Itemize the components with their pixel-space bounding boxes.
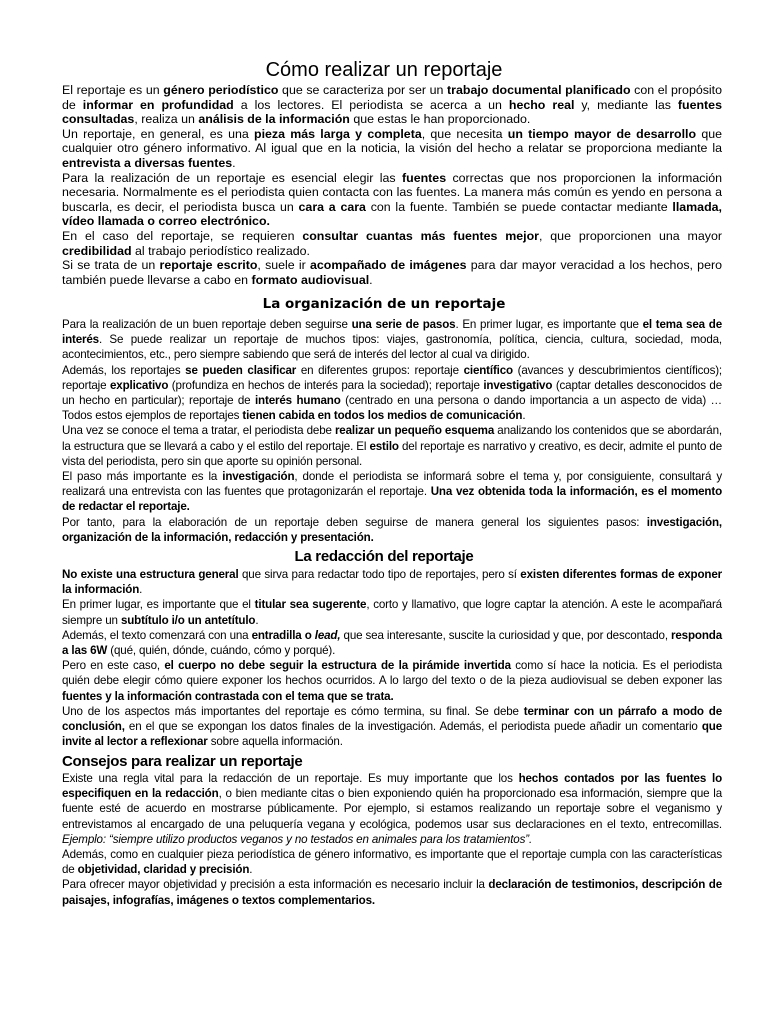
text-run: . [232,155,236,170]
text-run: fuentes consultadas [62,97,722,127]
text-run: el tema sea de interés [62,318,722,347]
text-run: una serie de pasos [351,318,456,331]
text-run: , o bien mediante citas o bien exponiendo quién ha proporcionado esa información, siempre que la fuente esté de acuerdo en mostrarse públicamente. Por ejemplo, si estamos realizando un reportaje sobre el veganismo y entrevistamos al encargado de una peluquería vegana y ecológica, podemos usar sus declaraciones en el texto, entrecomillas. [62,787,722,831]
paragraph [62,704,722,750]
text-run: . Se puede realizar un reportaje de muchos tipos: viajes, gastronomía, política, ciencia, cultura, sociedad, moda, acontecimientos, etc., pero siempre sabiendo que será de interés del lector al cual va dirigido. [62,333,722,362]
text-run: Una vez se conoce el tema a tratar, el periodista debe [62,424,335,438]
text-run: que sirva para redactar todo tipo de reportajes, pero sí [238,568,521,581]
text-run: se pueden clasificar [185,363,297,377]
text-run: Un reportaje, en general, es una [62,126,255,141]
text-run: y, mediante las [574,97,678,112]
text-run: (captar detalles desconocidos de un hecho en particular); reportaje de [62,378,722,408]
text-run: el cuerpo no debe seguir la estructura de la pirámide invertida [164,659,511,673]
text-run: investigación, organización de la información, redacción y presentación. [62,515,722,544]
text-run: con la fuente. También se puede contactar mediante [365,199,673,214]
text-run: informar en profundidad [82,97,234,112]
text-run: a los lectores. El periodista se acerca a un [233,97,509,112]
paragraph [62,317,722,363]
text-run: Por tanto, para la elaboración de un reportaje deben seguirse de manera general los siguientes pasos: [62,515,647,529]
text-run: subtítulo i/o un antetítulo [120,613,256,627]
text-run: Ejemplo: “siempre utilizo productos veganos y no testados en animales para los tratamientos”. [62,832,533,846]
text-run: Para ofrecer mayor objetividad y precisión a esta información es necesario incluir la [62,878,489,892]
text-run: en el que se expongan los datos finales de la investigación. Además, el periodista puede añadir un comentario [124,720,702,734]
text-run: Para la realización de un reportaje es esencial elegir las [62,170,403,185]
text-run: objetividad, claridad y precisión [77,863,250,877]
text-run: consultar cuantas más fuentes mejor [302,228,539,243]
text-run: que estas le han proporcionado. [349,112,531,127]
text-run: . En primer lugar, es importante que [455,318,643,331]
text-run: responda a las 6W [62,628,722,658]
text-run: No existe una estructura general [62,568,239,581]
paragraph [62,877,722,907]
paragraph [62,83,722,127]
text-run: como sí hace la noticia. Es el periodista quién debe elegir cómo quiere exponer los hechos ocurridos. A lo largo del texto o de la pieza audiovisual se deben exponer las [62,659,723,688]
text-run: fuentes [402,170,447,185]
section-redaccion-body [62,567,722,749]
text-run: . [522,409,526,423]
text-run: (centrado en una persona o dando importancia a un aspecto de vida) … Todos estos ejemplos de reportajes [62,394,722,423]
paragraph [62,515,722,545]
text-run: pieza más larga y completa [254,126,422,141]
text-run: entradilla o [251,628,315,642]
paragraph [62,628,722,658]
text-run: (profundiza en hechos de interés para la sociedad); reportaje [168,378,484,392]
paragraph [62,363,722,424]
text-run: entrevista a diversas fuentes [62,155,233,170]
text-run: del reportaje es narrativo y creativo, es decir, admite el punto de vista del periodista, pero sin que aporte su opinión personal. [62,439,722,468]
text-run: (avances y descubrimientos científicos); reportaje [62,363,722,392]
text-run: Existe una regla vital para la redacción de un reportaje. Es muy importante que los [62,772,519,785]
text-run: que cualquier otro género informativo. Al igual que en la noticia, la visión del hecho a relatar se proporciona mediante la [62,126,723,156]
text-run: interés humano [254,394,341,408]
text-run: analizando los contenidos que se abordarán, la estructura que se llevará a cabo y el estilo del reportaje. El [62,424,722,453]
text-run: Uno de los aspectos más importantes del reportaje es cómo termina, su final. Se debe [62,704,524,718]
text-run: para dar mayor veracidad a los hechos, pero también puede llevarse a cabo en [62,258,722,287]
text-run: hechos contados por las fuentes lo especifiquen en la redacción [62,772,722,801]
text-run: tienen cabida en todos los medios de comunicación [242,409,523,423]
intro-body [62,83,722,287]
text-run: que invite al lector a reflexionar [62,720,722,749]
text-run: explicativo [109,378,169,392]
text-run: . [369,272,373,287]
text-run: Además, como en cualquier pieza periodística de género informativo, es importante que el reportaje cumpla con las características de [62,848,722,877]
text-run: análisis de la información [198,112,350,127]
section-heading-redaccion: La redacción del reportaje [294,548,474,565]
text-run: Para la realización de un buen reportaje deben seguirse [62,318,352,331]
text-run: un tiempo mayor de desarrollo [507,126,697,141]
document-title: Cómo realizar un reportaje [265,59,503,81]
text-run: con el propósito de [62,83,723,112]
text-run: titular sea sugerente [254,598,367,612]
text-run: acompañado de imágenes [310,258,467,273]
text-run: hecho real [508,97,575,112]
paragraph [62,127,722,171]
text-run: trabajo documental planificado [447,83,631,97]
text-run: Pero en este caso, [62,659,165,673]
text-run: reportaje escrito [159,258,258,273]
text-run: En el caso del reportaje, se requieren [62,228,303,243]
text-run: terminar con un párrafo a modo de conclusión, [62,704,722,734]
text-run: fuentes y la información contrastada con el tema que se trata. [62,689,394,703]
paragraph [62,229,722,258]
section-heading-organizacion: La organización de un reportaje [262,296,506,312]
paragraph [62,658,722,704]
paragraph [62,771,722,847]
text-run: . [139,583,143,597]
text-run: existen diferentes formas de exponer la información [62,568,723,597]
paragraph [62,258,722,287]
text-run: , suele ir [257,258,310,273]
paragraph [62,597,722,627]
text-run: , corto y llamativo, que logre captar la atención. A este le acompañará siempre un [62,598,722,627]
text-run: estilo [369,439,399,453]
paragraph [62,469,722,515]
text-run: género periodístico [163,83,279,97]
text-run: El paso más importante es la [62,470,223,484]
text-run: , realiza un [134,112,199,127]
text-run: llamada, vídeo llamada o correo electrónico. [62,199,722,229]
text-run: científico [463,363,513,377]
text-run: , que necesita [421,126,508,141]
text-run: credibilidad [62,243,132,258]
text-run: , que proporcionen una mayor [538,228,722,243]
section-organizacion-body [62,317,722,545]
text-run: . [255,613,259,627]
text-run: Una vez obtenida toda la información, es el momento de redactar el reportaje. [62,485,722,514]
paragraph [62,171,722,229]
text-run: que sea interesante, suscite la curiosidad y que, por descontado, [340,628,672,642]
text-run: (qué, quién, dónde, cuándo, cómo y porqué). [107,644,336,658]
text-run: correctas que nos proporcionen la información necesaria. Normalmente es el periodista quien contacta con las fuentes. La manera más común es yendo en persona a buscarla, es decir, el periodista busca un [62,170,722,214]
text-run: Además, el texto comenzará con una [62,628,252,642]
text-run: Además, los reportajes [62,363,186,377]
text-run: declaración de testimonios, descripción de paisajes, infografías, imágenes o textos complementarios. [62,878,722,907]
text-run: El reportaje es un [62,83,164,97]
text-run: investigación [222,470,295,484]
section-consejos-body [62,771,722,908]
text-run: sobre aquella información. [207,735,343,749]
text-run: En primer lugar, es importante que el [62,598,255,612]
paragraph [62,567,722,597]
text-run: realizar un pequeño esquema [334,424,495,438]
text-run: Si se trata de un [62,258,160,273]
text-run: al trabajo periodístico realizado. [131,243,310,258]
text-run: en diferentes grupos: reportaje [296,363,464,377]
text-run: cara a cara [298,199,366,214]
text-run: . [249,863,253,877]
paragraph [62,423,722,469]
paragraph [62,847,722,877]
text-run: formato audiovisual [251,272,370,287]
text-run: lead, [314,628,341,642]
text-run: , donde el periodista se informará sobre el tema y, por consiguiente, consultará y realizará una entrevista con las fuentes que protagonizarán el reportaje. [62,470,722,499]
section-heading-consejos: Consejos para realizar un reportaje [62,753,303,770]
text-run: investigativo [483,378,553,392]
text-run: que se caracteriza por ser un [278,83,448,97]
